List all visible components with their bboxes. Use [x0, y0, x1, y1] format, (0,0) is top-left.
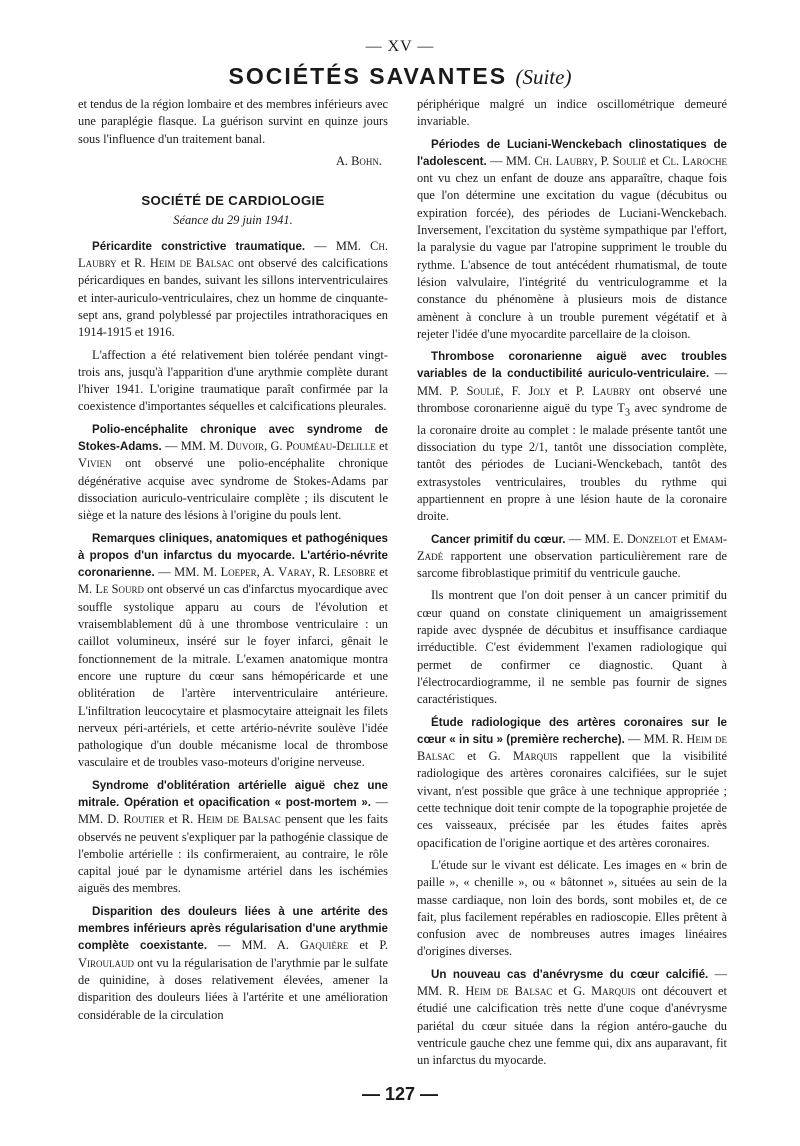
author: Heim de Balsac — [417, 731, 727, 764]
author: Pouméau-Delille — [285, 439, 376, 454]
author: Heim de Balsac — [149, 256, 234, 271]
author: Viroulaud — [78, 955, 134, 970]
author: Joly — [528, 383, 551, 398]
paragraph: L'affection a été relativement bien tolérée pendant vingt-trois ans, jusqu'à l'apparition d'une arythmie complète durant l'hiver 1941. L'origine traumatique paraît confirmée par la coexistence d'importantes séquelles et calcifications pleurales. — [78, 347, 388, 414]
section-suite: (Suite) — [515, 65, 572, 89]
author: Varay — [278, 565, 312, 580]
author: Ch. Laubry — [78, 238, 388, 271]
right-column — [417, 96, 727, 1075]
author: Gaquière — [299, 938, 349, 953]
roman-folio: — XV — — [365, 38, 435, 55]
paragraph: L'étude sur le vivant est délicate. Les images en « brin de paille », « chenille », ou « bâtonnet », situées au sein de la masse cardiaque, non loin des bords, sont mobiles et, de ce fait, plus facilement repérables en radioscopie. Elles prêtent à confusion avec de nombreuses autres images linéaires d'origines diverses. — [417, 857, 727, 959]
abstract-luciani: Périodes de Luciani-Wenckebach clinostatiques de l'adolescent. — MM. Ch. Laubry, P. Soulié et Cl. Laroche ont vu chez un enfant de douze ans apparaître, chaque fois que l'on détermine une excitation du vague (décubitus ou expiration forcée), des périodes de Luciani-Wenckebach. Inversement, l'excitation du système sympathique par l'effort, la paralysie du vague par l'atropine suppriment le trouble du rythme. L'absence de tout antécédent rhumatismal, de toute lésion valvulaire, l'intégrité du ventriculogramme et la constance du phénomène à plusieurs mois de distance amènent à conclure à un trouble purement végétatif et à rejeter l'idée d'une myocardite parcellaire de la cloison. — [417, 137, 727, 341]
author: Emam-Zadé — [417, 531, 727, 563]
author: Marquis — [591, 984, 636, 999]
abstract-infarctus: Remarques cliniques, anatomiques et pathogéniques à propos d'un infarctus du myocarde. L'artériо-névrite coronarienne. — MM. M. Loeper, A. Varay, R. Lesobre et M. Le Sourd ont observé un cas d'infarctus myocardique avec souffle systolique apparu au cours de l'évolution et vraisemblablement dû à une thrombose ventriculaire : un caillot volumineux, inséré sur le foyer infarci, gênait le fonctionnement de la mitrale. L'examen anatomique montra encore une rupture du cœur sans hémopéricarde et une oblitération de l'artère interventriculaire antérieure. L'infiltration leucocytaire et plasmocytaire atteignait les filets nerveux péri-artériels, et cette artério-névrite soulève l'idée pathologique d'un double mécanisme local de thrombose vasculaire et de troubles vaso-moteurs d'origine nerveuse. — [78, 531, 389, 770]
abstract-obliteration: Syndrome d'oblitération artérielle aiguë chez une mitrale. Opération et opacification « post-mortem ». — MM. D. Routier et R. Heim de Balsac pensent que les faits observés ne peuvent s'expliquer par la pathogénie classique de l'embolie artérielle : ils confirmeraient, au contraire, le rôle capital joué par le dynamisme artériel dans les ischémies aiguës des membres. — [78, 778, 388, 896]
author: Heim de Balsac — [197, 812, 281, 827]
abstract-anevrysme: Un nouveau cas d'anévrysme du cœur calcifié. — MM. R. Heim de Balsac et G. Marquis ont découvert et étudié une calcification très nette d'une coque d'anévrysme pariétal du cœur située dans la région antéro-gauche du ventricule gauche chez une femme qui, dix ans auparavant, fit un infarctus du myocarde. — [417, 966, 727, 1068]
page-number: — 127 — — [361, 1084, 439, 1104]
abstract-title: Disparition des douleurs liées à une artérite des membres inférieurs après régularisation d'une arythmie complète coexistante. — [78, 904, 388, 953]
author: Lesobre — [333, 565, 376, 580]
section-title: SOCIÉTÉS SAVANTES — [228, 63, 508, 89]
abstract-thrombose: Thrombose coronarienne aiguë avec troubles variables de la conductibilité auriculo-ventriculaire. — MM. P. Soulié, F. Joly et P. Laubry ont observé une thrombose coronarienne aiguë du type $T_3$ avec syndrome de la coronaire droite au complet : le malade présente tantôt une dissociation du type 2/1, tantôt une dissociation complète, tantôt des périodes de Luciani-Wenckebach, tantôt des extrasystoles ventriculaires, troubles du rythme qui appartiennent en propre à une lésion haute de la coronaire droite. — [417, 350, 727, 524]
abstract-title: Cancer primitif du cœur. — [431, 532, 566, 546]
running-head — [0, 63, 800, 90]
author: Cl. Laroche — [662, 153, 727, 168]
subscript: 3 — [624, 407, 630, 419]
abstract-title: Thrombose coronarienne aiguë avec troubles variables de la conductibilité auriculo-ventriculaire. — [417, 350, 727, 381]
abstract-title: Polio-encéphalite chronique avec syndrome de Stokes-Adams. — [78, 422, 388, 454]
signature: A. Bohn. — [335, 153, 382, 168]
abstract-polio-encephalite: Polio-encéphalite chronique avec syndrome de Stokes-Adams. — MM. M. Duvoir, G. Pouméau-Delille et Vivien ont observé une polio-encéphalite chronique dégénérative acquise avec syndrome de Stokes-Adams par dissociation auriculo-ventriculaire complète ; ils discutent le siège et la nature des lésions à l'origine du pouls lent. — [78, 422, 389, 523]
paragraph: Ils montrent que l'on doit penser à un cancer primitif du cœur quand on constate cliniquement un amaigrissement rapide avec dyspnée de décubitus et insuffisance cardiaque irréductible. C'est évidemment l'examen radiologique qui permet de confirmer ce diagnostic. Quant à l'électrocardiogramme, il ne semble pas fournir de signes caractéristiques. — [417, 588, 727, 707]
author: Laubry — [592, 383, 631, 398]
left-column — [78, 96, 388, 1029]
paragraph: et tendus de la région lombaire et des membres inférieurs avec une paraplégie flasque. La guérison survint en quinze jours sous l'influence d'un traitement banal. — [78, 97, 388, 146]
abstract-title: Un nouveau cas d'anévrysme du cœur calcifié. — [431, 967, 709, 981]
author: Heim de Balsac — [465, 984, 553, 999]
paragraph: périphérique malgré un indice oscillométrique demeuré invariable. — [417, 97, 727, 129]
author: Marquis — [513, 749, 558, 764]
author: Loeper — [220, 565, 257, 580]
session-date: Séance du 29 juin 1941. — [173, 213, 293, 228]
abstract-title: Remarques cliniques, anatomiques et pathogéniques à propos d'un infarctus du myocarde. L'artériо-névrite coronarienne. — [78, 531, 388, 580]
author: Soulié — [466, 383, 501, 398]
author: Ch. Laubry — [534, 153, 595, 168]
author: Duvoir — [226, 439, 265, 454]
abstract-cancer: Cancer primitif du cœur. — MM. E. Donzelot et Emam-Zadé rapportent une observation particulièrement rare de sarcome fibroblastique primitif du ventricule gauche. — [417, 531, 727, 581]
author: Soulié — [612, 153, 647, 168]
abstract-radiologie: Étude radiologique des artères coronaires sur le cœur « in situ » (première recherche). — MM. R. Heim de Balsac et G. Marquis rappellent que la visibilité radiologique des artères coronaires calcifiées, sur le sujet vivant, n'est possible que grâce à une technique appropriée ; cette technique doit tenir compte de la topographie projetée de ces vaisseaux, précisée par les études faites après opacification de l'origine aortique et des artères coronaires. — [417, 715, 728, 850]
abstract-title: Étude radiologique des artères coronaires sur le cœur « in situ » (première recherche). — [417, 715, 727, 746]
abstract-pericardite: Péricardite constrictive traumatique. — MM. Ch. Laubry et R. Heim de Balsac ont observé des calcifications péricardiques en bandes, suivant les sillons interventriculaires et inter-auriculo-ventriculaires, chez un homme de cinquante-sept ans, grand polyblessé par projectiles intrathoraciques en 1914-1915 et 1916. — [78, 238, 388, 340]
abstract-title: Périodes de Luciani-Wenckebach clinostatiques de l'adolescent. — [417, 137, 727, 168]
abstract-arterite: Disparition des douleurs liées à une artérite des membres inférieurs après régularisation d'une arythmie complète coexistante. — MM. A. Gaquière et P. Viroulaud ont vu la régularisation de l'arythmie par le sulfate de quinidine, à doses relativement élevées, amener la disparition des douleurs liées à l'artérite et une amélioration considérable de la circulation — [78, 904, 388, 1022]
author: Donzelot — [626, 531, 678, 546]
author: Routier — [123, 812, 165, 827]
abstract-title: Péricardite constrictive traumatique. — [92, 239, 306, 253]
author: Le Sourd — [95, 582, 144, 597]
author: Vivien — [78, 456, 112, 471]
society-heading: SOCIÉTÉ DE CARDIOLOGIE — [141, 193, 325, 209]
abstract-title: Syndrome d'oblitération artérielle aiguë chez une mitrale. Opération et opacification « post-mortem ». — [78, 778, 388, 809]
